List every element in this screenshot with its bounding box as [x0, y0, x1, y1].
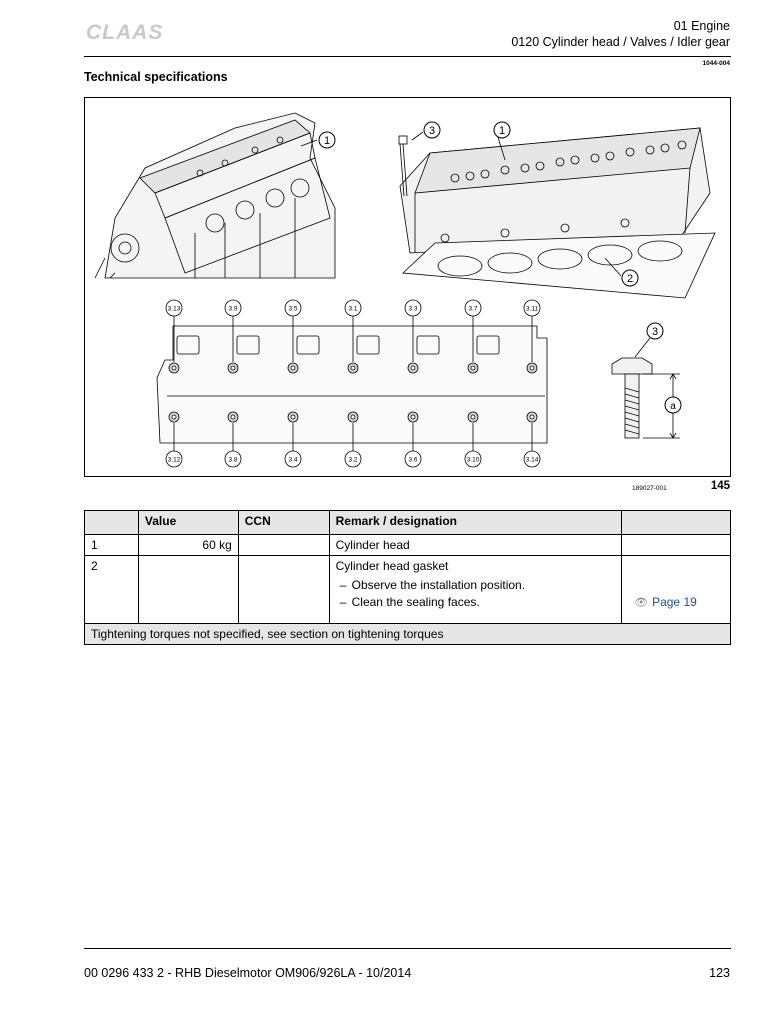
svg-text:1: 1	[323, 135, 331, 147]
eye-icon: 👁	[634, 597, 649, 609]
figure-drawing	[85, 98, 730, 476]
document-code: 1044-004	[702, 60, 730, 67]
remark-bullets	[336, 577, 615, 611]
page-number: 123	[709, 966, 730, 980]
sequence-label: 3.6	[408, 456, 418, 464]
table-row	[85, 535, 731, 556]
head-bolt-hole	[351, 415, 355, 419]
row-item: 2	[85, 556, 139, 624]
svg-text:3: 3	[428, 125, 436, 137]
sequence-label: 3.7	[468, 305, 478, 313]
svg-text:2: 2	[626, 273, 634, 285]
head-bolt-hole	[231, 366, 235, 370]
sequence-label: 3.1	[348, 305, 358, 313]
row-ref	[622, 535, 731, 556]
engine-illustration	[95, 113, 335, 278]
svg-text:CLAAS: CLAAS	[86, 21, 164, 44]
row-remark-cell	[329, 556, 621, 624]
row-remark: Cylinder head gasket	[335, 559, 449, 573]
sequence-label: 3.2	[348, 456, 358, 464]
footer-document-info: 00 0296 433 2 - RHB Dieselmotor OM906/926LA - 10/2014	[84, 966, 412, 980]
page-reference-link[interactable]	[628, 595, 724, 609]
head-bolt-hole	[351, 366, 355, 370]
header-divider	[84, 56, 731, 57]
page-reference-text[interactable]: Page 19	[652, 595, 697, 609]
row-ccn	[238, 556, 329, 624]
table-note: Tightening torques not specified, see section on tightening torques	[85, 624, 731, 645]
col-ref-header	[622, 511, 731, 535]
bullet-text: Clean the sealing faces.	[351, 595, 480, 609]
svg-text:3: 3	[651, 326, 659, 338]
svg-text:1: 1	[498, 125, 506, 137]
figure-number: 145	[710, 480, 730, 492]
cylinder-head-plan-view	[157, 326, 547, 443]
head-bolt-hole	[530, 415, 534, 419]
section-title-header: 0120 Cylinder head / Valves / Idler gear	[511, 35, 730, 49]
footer-divider	[84, 948, 731, 949]
page-title: Technical specifications	[84, 70, 228, 84]
col-ccn-header: CCN	[238, 511, 329, 535]
table-header-row	[85, 511, 731, 535]
table-note-row	[85, 624, 731, 645]
page-header	[511, 18, 730, 50]
head-bolt-hole	[411, 415, 415, 419]
sequence-label: 3.3	[408, 305, 418, 313]
svg-text:a: a	[670, 401, 676, 412]
claas-logo	[84, 20, 180, 44]
row-value	[138, 556, 238, 624]
spec-table	[84, 510, 731, 645]
row-ccn	[238, 535, 329, 556]
cylinder-head-illustration	[399, 128, 715, 298]
sequence-label: 3.13	[167, 305, 181, 313]
bullet-item	[336, 594, 615, 611]
row-ref-cell	[622, 556, 731, 624]
sequence-label: 3.9	[228, 305, 238, 313]
head-bolt-hole	[530, 366, 534, 370]
col-item-header	[85, 511, 139, 535]
sequence-label: 3.12	[167, 456, 181, 464]
row-item: 1	[85, 535, 139, 556]
bullet-item	[336, 577, 615, 594]
sequence-label: 3.8	[228, 456, 238, 464]
head-bolt-hole	[471, 366, 475, 370]
sequence-label: 3.5	[288, 305, 298, 313]
row-remark: Cylinder head	[329, 535, 621, 556]
sequence-label: 3.4	[288, 456, 298, 464]
dash-icon: –	[339, 578, 347, 592]
table-row	[85, 556, 731, 624]
col-value-header: Value	[138, 511, 238, 535]
row-value: 60 kg	[138, 535, 238, 556]
figure-image-id: 189027-001	[632, 485, 667, 492]
head-bolt-hole	[172, 415, 176, 419]
chapter-title: 01 Engine	[673, 19, 730, 33]
head-bolt-hole	[411, 366, 415, 370]
bolt-detail	[612, 338, 680, 438]
bullet-text: Observe the installation position.	[351, 578, 526, 592]
head-bolt-hole	[172, 366, 176, 370]
sequence-label: 3.11	[525, 305, 539, 313]
col-remark-header: Remark / designation	[329, 511, 621, 535]
head-bolt-hole	[291, 366, 295, 370]
head-bolt-hole	[471, 415, 475, 419]
head-bolt-hole	[231, 415, 235, 419]
sequence-label: 3.14	[525, 456, 539, 464]
head-bolt-hole	[291, 415, 295, 419]
dash-icon: –	[339, 595, 347, 609]
sequence-label: 3.10	[466, 456, 480, 464]
technical-figure	[84, 97, 731, 477]
